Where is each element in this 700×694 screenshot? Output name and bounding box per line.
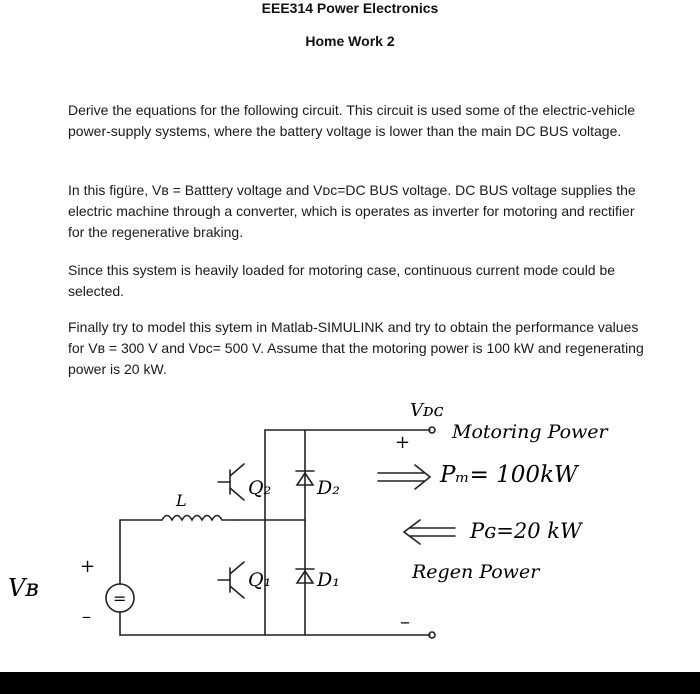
d2-label: D₂ [317, 477, 340, 499]
bottom-bar [0, 672, 700, 694]
q1-label: Q₁ [248, 569, 272, 591]
regen-value: Pɢ=20 kW [470, 519, 582, 543]
inductor-coil [162, 516, 235, 521]
course-title: EEE314 Power Electronics [261, 0, 439, 16]
q2-label: Q₂ [248, 477, 272, 499]
battery-minus: – [82, 606, 91, 627]
paragraph-4: Finally try to model this sytem in Matlab-SIMULINK and try to obtain the performance values for Vʙ = 300 V and Vᴅᴄ= 500 V. Assume that the motoring power is 100 kW and regenerating power is 20 kW. [68, 319, 644, 377]
vdc-label: Vᴅᴄ [410, 400, 444, 421]
paragraph-3: Since this system is heavily loaded for motoring case, continuous current mode could be selected. [68, 262, 616, 299]
q1-switch-symbol [218, 562, 244, 598]
battery-plus: + [80, 556, 96, 577]
motoring-label: Motoring Power [452, 421, 608, 443]
regen-arrow [404, 520, 455, 544]
d1-label: D₁ [317, 569, 340, 591]
vb-label: Vʙ [8, 574, 39, 602]
inductor-label: L [176, 491, 187, 510]
paragraph-1: Derive the equations for the following circuit. This circuit is used some of the electric-vehicle power-supply systems, where the battery voltage is lower than the main DC BUS voltage. [68, 102, 635, 139]
motoring-value: Pₘ= 100kW [440, 462, 578, 488]
paragraph-2: In this figüre, Vʙ = Batttery voltage and Vᴅᴄ=DC BUS voltage. DC BUS voltage supplies the electric machine through a converter, which is operates as inverter for motoring and rectifier for the regenerative braking. [68, 182, 636, 240]
circuit-diagram [0, 390, 700, 672]
motoring-arrow [378, 465, 430, 489]
q2-switch-symbol [218, 464, 244, 500]
bottom-minus: – [400, 609, 410, 633]
source-symbol: = [113, 589, 127, 608]
top-plus: + [395, 432, 411, 453]
assignment-title: Home Work 2 [305, 33, 395, 49]
regen-label: Regen Power [412, 561, 540, 583]
